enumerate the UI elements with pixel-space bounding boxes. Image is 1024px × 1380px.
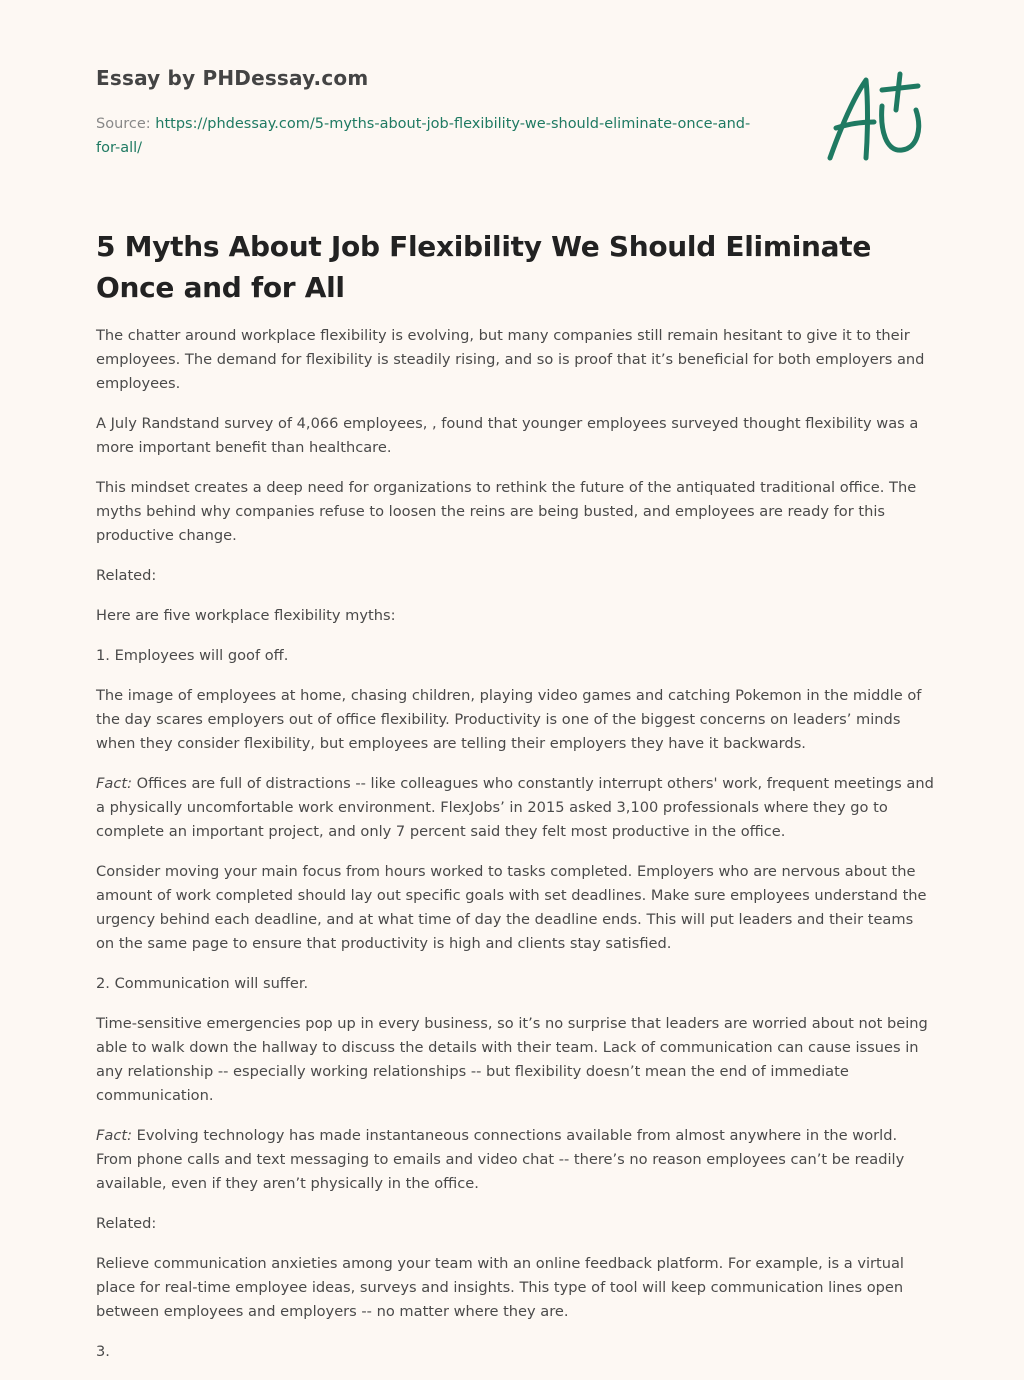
myth-heading: 2. Communication will suffer. [96, 975, 309, 992]
paragraph: A July Randstand survey of 4,066 employees, , found that younger employees surveyed thought flexibility was a more important benefit than healthcare. [96, 415, 919, 456]
paragraph: Time-sensitive emergencies pop up in every business, so it’s no surprise that leaders are worried about not being able to walk down the hallway to discuss the details with their team. Lack of communication can cause issues in any relationship -- especially working relationships -- but flexibility doesn’t mean the end of immediate communication. [96, 1015, 928, 1104]
fact-label: Fact: [96, 775, 132, 792]
essay-body [96, 324, 934, 1380]
paragraph: The image of employees at home, chasing children, playing video games and catching Pokemon in the middle of the day scares employers out of office flexibility. Productivity is one of the biggest concerns on leaders’ minds when they consider flexibility, but employees are telling their employers they have it backwards. [96, 687, 922, 752]
fact-text: Offices are full of distractions -- like colleagues who constantly interrupt others' work, frequent meetings and a physically uncomfortable work environment. FlexJobs’ in 2015 asked 3,100 professionals where they go to complete an important project, and only 7 percent said they felt most productive in the office. [96, 775, 934, 840]
source-label: Source: [96, 116, 151, 132]
site-title: Essay by PHDessay.com [96, 66, 369, 90]
paragraph: Consider moving your main focus from hours worked to tasks completed. Employers who are nervous about the amount of work completed should lay out specific goals with set deadlines. Make sure employees understand the urgency behind each deadline, and at what time of day the deadline ends. This will put leaders and their teams on the same page to ensure that productivity is high and clients stay satisfied. [96, 863, 927, 952]
essay-title: 5 Myths About Job Flexibility We Should Eliminate Once and for All [96, 230, 872, 304]
paragraph: Relieve communication anxieties among your team with an online feedback platform. For example, is a virtual place for real-time employee ideas, surveys and insights. This type of tool will keep communication lines open between employees and employers -- no matter where they are. [96, 1255, 904, 1320]
source-line [96, 112, 756, 160]
paragraph: This mindset creates a deep need for organizations to rethink the future of the antiquated traditional office. The myths behind why companies refuse to loosen the reins are being busted, and employees are ready for this productive change. [96, 479, 917, 544]
fact-paragraph [96, 1124, 934, 1196]
myth-heading: 3. [96, 1343, 110, 1360]
fact-text: Evolving technology has made instantaneous connections available from almost anywhere in the world. From phone calls and text messaging to emails and video chat -- there’s no reason employees can’t be readily available, even if they aren’t physically in the office. [96, 1127, 905, 1192]
fact-paragraph [96, 772, 934, 844]
paragraph: The chatter around workplace flexibility is evolving, but many companies still remain hesitant to give it to their employees. The demand for flexibility is steadily rising, and so is proof that it’s beneficial for both employers and employees. [96, 327, 925, 392]
a-plus-logo [822, 70, 932, 166]
paragraph: Related: [96, 1215, 157, 1232]
source-link[interactable]: https://phdessay.com/5-myths-about-job-flexibility-we-should-eliminate-once-and-for-all/ [96, 116, 751, 156]
fact-label: Fact: [96, 1127, 132, 1144]
myth-heading: 1. Employees will goof off. [96, 647, 289, 664]
paragraph: Here are five workplace flexibility myths: [96, 607, 396, 624]
paragraph: Related: [96, 567, 157, 584]
